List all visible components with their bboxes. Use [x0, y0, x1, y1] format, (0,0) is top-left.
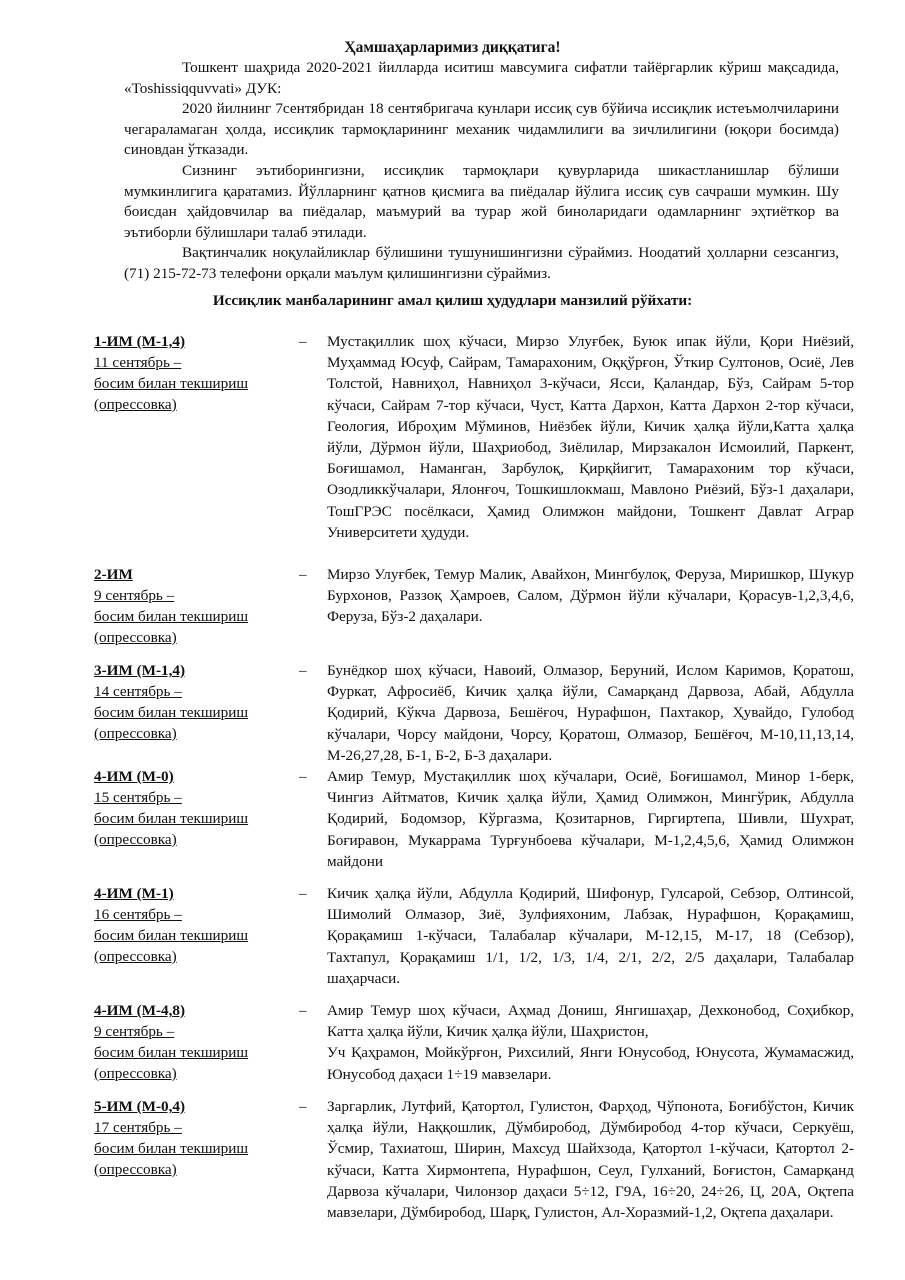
entry-label [94, 1000, 294, 1084]
entry-streets: Амир Темур, Мустақиллик шоҳ кўчалари, Осиё, Боғишамол, Минор 1-берк, Чингиз Айтматов, Кичик ҳалқа йўли, Ҳамид Олимжон, Мингўрик, Абдулла Қодирий, Бодомзор, Кўргазма, Қозитарнов, Гиргиртепа, Шивли, Шухрат, Боғиравон, Мукаррама Турғунбоева кўчалари, М-1,2,4,5,6, Ҳамид Олимжон майдони [327, 768, 854, 870]
entry-code: 3-ИМ (М-1,4) [94, 662, 186, 679]
entry-dash: – [299, 885, 307, 902]
entry-label [94, 564, 294, 648]
intro-paragraph: Тошкент шаҳрида 2020-2021 йилларда иситиш мавсумига сифатли тайёргарлик кўриш мақсадида, «Toshissiqquvvati» ДУК: [124, 59, 839, 97]
entry-dash: – [299, 1098, 307, 1115]
notice-title: Ҳамшаҳарларимиз диққатига! [344, 39, 561, 56]
entry-date: 11 сентябрь – [94, 354, 182, 371]
intro-paragraph: 2020 йилнинг 7сентябридан 18 сентябригача кунлари иссиқ сув бўйича иссиқлик истеъмолчиларини чегараламаган ҳолда, иссиқлик тармоқларининг механик чидамлилиги ва зичлилигини (юқори босимда) синовдан ўтказади. [124, 100, 839, 159]
entry-code: 2-ИМ [94, 566, 133, 583]
entry-code: 4-ИМ (М-0) [94, 768, 174, 785]
entry-code: 4-ИМ (М-1) [94, 885, 174, 902]
entry-method-note: (опрессовка) [94, 629, 177, 646]
entry-method-note: (опрессовка) [94, 1065, 177, 1082]
entry-label [94, 766, 294, 850]
entry-streets [327, 1000, 854, 1085]
entry-dash: – [299, 1002, 307, 1019]
list-subtitle: Иссиқлик манбаларининг амал қилиш ҳудудлари манзилий рўйхати: [212, 292, 693, 309]
entry-label [94, 1096, 294, 1180]
entry-dash: – [299, 662, 307, 679]
entry-label [94, 660, 294, 744]
entry-method: босим билан текшириш [94, 810, 249, 827]
entry-streets: Бунёдкор шоҳ кўчаси, Навоий, Олмазор, Беруний, Ислом Каримов, Қоратош, Фуркат, Афросиёб, Кичик ҳалқа йўли, Самарқанд Дарвоза, Абай, Абдулла Қодирий, Кўкча Дарвоза, Бешёғоч, Нурафшон, Пахтакор, Ҳувайдо, Гулобод кўчалари, Чорсу майдони, Чорсу, Қоратош, Олмазор, Бешёғоч, М-10,11,13,14, М-26,27,28, Б-1, Б-2, Б-3 даҳалари. [327, 662, 854, 764]
entry-method: босим билан текшириш [94, 1140, 249, 1157]
entry-method: босим билан текшириш [94, 704, 249, 721]
intro-paragraph: Вақтинчалик ноқулайликлар бўлишини тушунишингизни сўраймиз. Ноодатий ҳолларни сезсангиз, (71) 215-72-73 телефони орқали маълум қилишингизни сўраймиз. [124, 244, 839, 282]
intro-paragraph: Сизнинг эътиборингизни, иссиқлик тармоқлари қувурларида шикастланишлар бўлиши мумкинлигига қаратамиз. Йўлларнинг қатнов қисмига ва пиёдалар йўлига иссиқ сув сачраши мумкин. Шу боисдан ҳайдовчилар ва пиёдалар, маъмурий ва турар жой биноларидаги одамларнинг эҳтиёткор ва эътиборли бўлишлари талаб этилади. [124, 161, 839, 241]
entry-method: босим билан текшириш [94, 608, 249, 625]
entry-date: 9 сентябрь – [94, 1023, 175, 1040]
entry-label [94, 331, 294, 415]
entry-method: босим билан текшириш [94, 375, 249, 392]
entry-streets: Мирзо Улуғбек, Темур Малик, Авайхон, Мингбулоқ, Феруза, Миришкор, Шукур Бурхонов, Раззоқ Ҳамроев, Салом, Дўрмон йўли кўчалари, Қорасув-1,2,3,4,6, Феруза, Бўз-2 даҳалари. [327, 566, 854, 626]
entry-date: 16 сентябрь – [94, 906, 182, 923]
entry-method-note: (опрессовка) [94, 1161, 177, 1178]
entry-label [94, 883, 294, 967]
entry-method-note: (опрессовка) [94, 725, 177, 742]
entry-date: 9 сентябрь – [94, 587, 175, 604]
entry-code: 1-ИМ (М-1,4) [94, 333, 186, 350]
entry-streets: Заргарлик, Лутфий, Қатортол, Гулистон, Фарҳод, Чўпонота, Боғибўстон, Кичик ҳалқа йўли, Наққошлик, Дўмбиробод, Дўмбиробод 4-тор кўчаси, Серкуёш, Ўсмир, Тахиатош, Ширин, Махсуд Шайхзода, Қатортол 1-кўчаси, Қатортол 2-кўчаси, Катта Хирмонтепа, Нурафшон, Сеул, Гулханий, Боғистон, Самарқанд Дарвоза кўчалари, Чилонзор даҳаси 5÷12, Г9А, 16÷20, 24÷26, Ц, 20А, Оқтепа мавзелари, Дўмбиробод, Шарқ, Гулистон, Ал-Хоразмий-1,2, Оқтепа даҳалари. [327, 1098, 854, 1222]
entry-date: 15 сентябрь – [94, 789, 182, 806]
entry-streets-line: Амир Темур шоҳ кўчаси, Аҳмад Дониш, Янгишаҳар, Дехконобод, Соҳибкор, Катта ҳалқа йўли, Кичик ҳалқа йўли, Шаҳристон, [327, 1002, 854, 1041]
entry-date: 14 сентябрь – [94, 683, 182, 700]
entry-dash: – [299, 333, 307, 350]
entry-streets: Кичик ҳалқа йўли, Абдулла Қодирий, Шифонур, Гулсарой, Себзор, Олтинсой, Шимолий Олмазор, Зиё, Зулфияхоним, Лабзак, Нурафшон, Қорақамиш, Қорақамиш 1-кўчаси, Талабалар кўчалари, М-12,15, М-17, 18 (Себзор), Тахтапул, Қорақамиш 1/1, 1/2, 1/3, 1/4, 2/1, 2/2, 2/5 даҳалари, Талабалар шаҳарчаси. [327, 885, 854, 987]
entry-code: 5-ИМ (М-0,4) [94, 1098, 186, 1115]
entry-code: 4-ИМ (М-4,8) [94, 1002, 186, 1019]
entry-method-note: (опрессовка) [94, 948, 177, 965]
entry-date: 17 сентябрь – [94, 1119, 182, 1136]
entry-dash: – [299, 768, 307, 785]
entry-streets: Мустақиллик шоҳ кўчаси, Мирзо Улуғбек, Буюк ипак йўли, Қори Ниёзий, Муҳаммад Юсуф, Сайрам, Тамарахоним, Оққўрғон, Ўткир Султонов, Осиё, Лев Толстой, Навниҳол, Навниҳол 3-кўчаси, Ясси, Қаландар, Бўз, Сайрам 5-тор кўчаси, Сайрам 7-тор кўчаси, Чуст, Катта Дархон, Катта Дархон 2-тор кўчаси, Геология, Иброҳим Мўминов, Ниёзбек йўли, Кичик ҳалқа йўли,Катта ҳалқа йўли, Дўрмон йўли, Шаҳриобод, Зиёлилар, Мирзакалон Исмоилий, Паркент, Боғишамол, Наманган, Зарбулоқ, Қирқйигит, Тамарахоним тор кўчаси, Озодликкўчалари, Ялонғоч, Тошкишлокмаш, Мавлоно Риёзий, Бўз-1 даҳалари, ТошГРЭС посёлкаси, Ҳамид Олимжон майдони, Тошкент Давлат Аграр Университети ҳудуди. [327, 333, 854, 541]
entry-streets-line: Уч Қаҳрамон, Мойкўрғон, Рихсилий, Янги Юнусобод, Юнусота, Жумамасжид, Юнусобод даҳаси 1÷19 мавзелари. [327, 1044, 854, 1083]
intro-text [124, 58, 839, 285]
entry-method: босим билан текшириш [94, 1044, 249, 1061]
entry-method-note: (опрессовка) [94, 831, 177, 848]
entry-method: босим билан текшириш [94, 927, 249, 944]
entry-method-note: (опрессовка) [94, 396, 177, 413]
entry-dash: – [299, 566, 307, 583]
